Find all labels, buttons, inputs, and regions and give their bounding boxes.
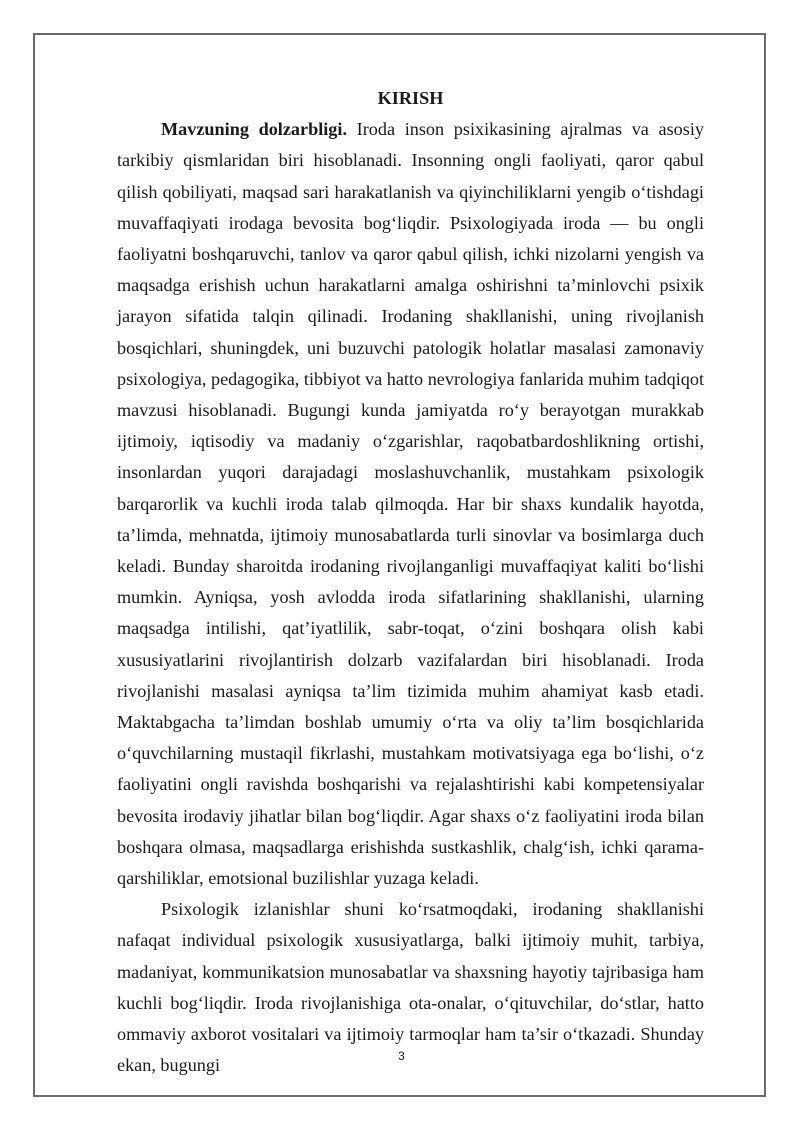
section-title: KIRISH (377, 88, 444, 108)
paragraph-relevance (117, 114, 704, 894)
page (33, 33, 766, 1097)
paragraph-text: Iroda inson psixikasining ajralmas va asosiy tarkibiy qismlaridan biri hisoblanadi. Insonning ongli faoliyati, qaror qabul qilish qobiliyati, maqsad sari harakatlanish va qiyinchiliklarni yengib o‘tishdagi muvaffaqiyati irodaga bevosita bog‘liqdir. Psixologiyada iroda — bu ongli faoliyatni boshqaruvchi, tanlov va qaror qabul qilish, ichki nizolarni yengish va maqsadga erishish uchun harakatlarni amalga oshirishni ta’minlovchi psixik jarayon sifatida talqin qilinadi. Irodaning shakllanishi, uning rivojlanish bosqichlari, shuningdek, uni buzuvchi patologik holatlar masalasi zamonaviy psixologiya, pedagogika, tibbiyot va hatto nevrologiya fanlarida muhim tadqiqot mavzusi hisoblanadi. Bugungi kunda jamiyatda ro‘y berayotgan murakkab ijtimoiy, iqtisodiy va madaniy o‘zgarishlar, raqobatbardoshlikning ortishi, insonlardan yuqori darajadagi moslashuvchanlik, mustahkam psixologik barqarorlik va kuchli iroda talab qilmoqda. Har bir shaxs kundalik hayotda, ta’limda, mehnatda, ijtimoiy munosabatlarda turli sinovlar va bosimlarga duch keladi. Bunday sharoitda irodaning rivojlanganligi muvaffaqiyat kaliti bo‘lishi mumkin. Ayniqsa, yosh avlodda iroda sifatlarining shakllanishi, ularning maqsadga intilishi, qat’iyatlilik, sabr-toqat, o‘zini boshqara olish kabi xususiyatlarini rivojlantirish dolzarb vazifalardan biri hisoblanadi. Iroda rivojlanishi masalasi ayniqsa ta’lim tizimida muhim ahamiyat kasb etadi. Maktabgacha ta’limdan boshlab umumiy o‘rta va oliy ta’lim bosqichlarida o‘quvchilarning mustaqil fikrlashi, mustahkam motivatsiyaga ega bo‘lishi, o‘z faoliyatini ongli ravishda boshqarishi va rejalashtirishi kabi kompetensiyalar bevosita irodaviy jihatlar bilan bog‘liqdir. Agar shaxs o‘z faoliyatini iroda bilan boshqara olmasa, maqsadlarga erishishda sustkashlik, chalg‘ish, ichki qarama-qarshiliklar, emotsional buzilishlar yuzaga keladi. (117, 119, 704, 889)
document-body (117, 83, 704, 1082)
paragraph-lead-heading: Mavzuning dolzarbligi. (161, 119, 347, 140)
page-number: 3 (398, 1049, 405, 1063)
paragraph-text: Psixologik izlanishlar shuni ko‘rsatmoqdaki, irodaning shakllanishi nafaqat individual psixologik xususiyatlarga, balki ijtimoiy muhit, tarbiya, madaniyat, kommunikatsion munosabatlar va shaxsning hayotiy tajribasiga ham kuchli bog‘liqdir. Iroda rivojlanishiga ota-onalar, o‘qituvchilar, do‘stlar, hatto ommaviy axborot vositalari va ijtimoiy tarmoqlar ham ta’sir o‘tkazadi. Shunday ekan, bugungi (117, 899, 704, 1076)
